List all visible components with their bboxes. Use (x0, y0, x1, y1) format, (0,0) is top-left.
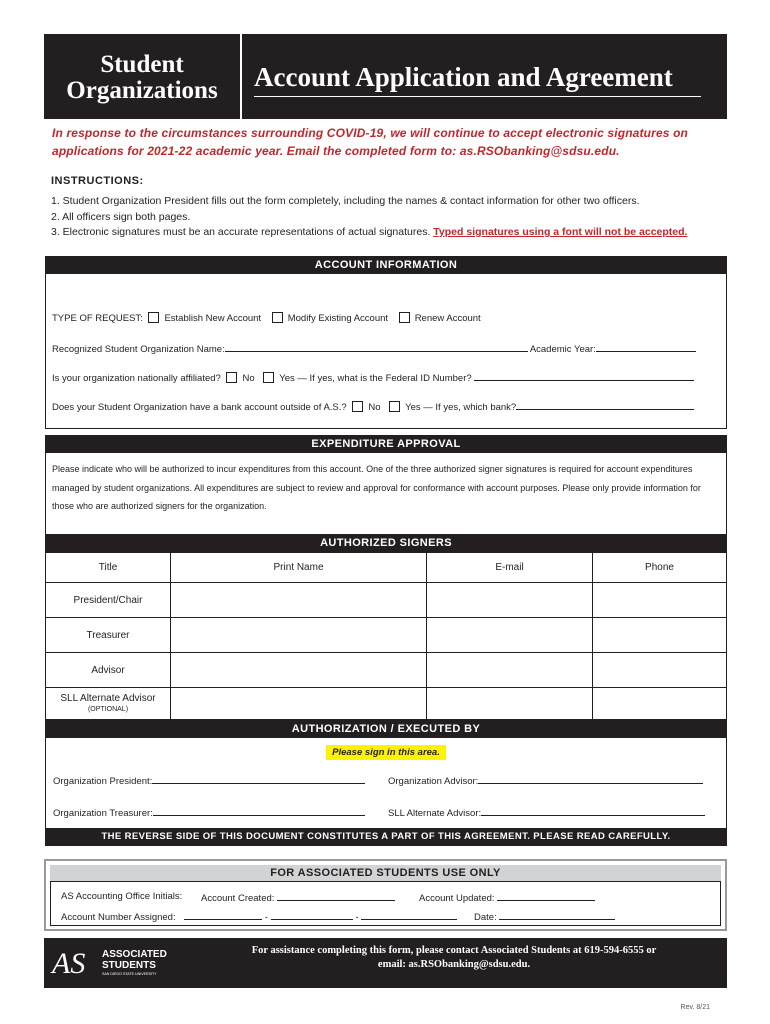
table-row (46, 653, 727, 688)
as-date-field[interactable] (499, 910, 615, 920)
as-date-row (474, 910, 615, 923)
federal-id-field[interactable] (474, 371, 694, 381)
affiliated-yes-label: Yes — If yes, what is the Federal ID Number? (279, 373, 472, 384)
as-use-heading: FOR ASSOCIATED STUDENTS USE ONLY (50, 865, 721, 882)
advisor-email-cell[interactable] (427, 653, 593, 688)
request-type-row (52, 312, 481, 324)
signers-table (45, 552, 727, 720)
instructions-list (51, 194, 731, 241)
org-line-2: Organizations (66, 77, 218, 104)
authorization-heading: AUTHORIZATION / EXECUTED BY (45, 720, 727, 738)
table-row (46, 618, 727, 653)
col-print-name: Print Name (171, 553, 427, 583)
footer-line-1: For assistance completing this form, please contact Associated Students at 619-594-6555 or (251, 945, 657, 956)
expenditure-text: Please indicate who will be authorized to incur expenditures from this account. One of the three authorized signer signatures is required for account expenditures managed by student organizations. All expenditures are subject to review and approval for conformance with account purposes. Please only provide information for those who are authorized signers for the organization. (52, 464, 701, 511)
modify-account-label: Modify Existing Account (287, 313, 389, 324)
logo-line-2: STUDENTS (102, 960, 156, 971)
signers-heading: AUTHORIZED SIGNERS (45, 534, 727, 552)
affiliated-yes-checkbox[interactable] (263, 372, 274, 383)
as-date-label: Date: (474, 912, 497, 923)
account-number-part-3[interactable] (361, 910, 457, 920)
account-created-field[interactable] (277, 891, 395, 901)
footer-line-2: email: as.RSObanking@sdsu.edu. (377, 959, 531, 970)
title-block (242, 34, 727, 119)
account-number-part-1[interactable] (184, 910, 262, 920)
affiliated-no-checkbox[interactable] (226, 372, 237, 383)
sign-here-row (45, 742, 727, 760)
instruction-3 (51, 225, 731, 241)
bank-row (52, 400, 694, 413)
alt-advisor-signature-label: SLL Alternate Advisor: (388, 808, 482, 819)
modify-account-checkbox[interactable] (272, 312, 283, 323)
org-block (44, 34, 240, 119)
optional-note: (OPTIONAL) (87, 705, 129, 713)
as-logo-letters: AS (52, 947, 86, 980)
academic-year-label: Academic Year: (529, 344, 596, 355)
account-number-part-2[interactable] (271, 910, 353, 920)
alt-advisor-name-cell[interactable] (171, 688, 427, 720)
account-created-row (201, 891, 395, 904)
expenditure-heading: EXPENDITURE APPROVAL (45, 435, 727, 453)
bank-yes-checkbox[interactable] (389, 401, 400, 412)
row-title-president: President/Chair (46, 583, 171, 618)
account-info-heading: ACCOUNT INFORMATION (45, 256, 727, 274)
instruction-3-text: 3. Electronic signatures must be an accurate representations of actual signatures. (51, 226, 434, 238)
org-name-row (52, 342, 696, 355)
treasurer-email-cell[interactable] (427, 618, 593, 653)
alt-advisor-signature-field[interactable] (481, 806, 705, 816)
account-number-row: Account Number Assigned: - - (61, 910, 457, 923)
account-updated-label: Account Updated: (419, 893, 495, 904)
bank-no-checkbox[interactable] (352, 401, 363, 412)
account-number-label: Account Number Assigned: (61, 912, 176, 923)
advisor-signature-label: Organization Advisor: (388, 776, 479, 787)
treasurer-signature-field[interactable] (153, 806, 365, 816)
treasurer-signature-row (53, 806, 365, 819)
form-title: Account Application and Agreement (254, 62, 673, 92)
signers-header-row (46, 553, 727, 583)
academic-year-field[interactable] (596, 342, 696, 352)
alt-advisor-email-cell[interactable] (427, 688, 593, 720)
col-title: Title (46, 553, 171, 583)
instruction-1: 1. Student Organization President fills out the form completely, including the names & contact information for other two officers. (51, 195, 640, 207)
renew-account-label: Renew Account (414, 313, 481, 324)
covid-notice: In response to the circumstances surrounding COVID-19, we will continue to accept electronic signatures on applications for 2021-22 academic year. Email the completed form to: as.RSObanking@sdsu.edu. (52, 126, 689, 158)
bank-name-field[interactable] (516, 400, 694, 410)
request-type-label: TYPE OF REQUEST: (52, 313, 143, 324)
row-title-advisor: Advisor (46, 653, 171, 688)
renew-account-checkbox[interactable] (399, 312, 410, 323)
footer-contact (194, 944, 714, 972)
logo-line-3: SAN DIEGO STATE UNIVERSITY (102, 972, 157, 976)
revision-label: Rev. 8/21 (680, 1004, 710, 1011)
advisor-signature-row (388, 774, 703, 787)
alt-advisor-signature-row (388, 806, 705, 819)
treasurer-name-cell[interactable] (171, 618, 427, 653)
org-line-1: Student (100, 51, 184, 78)
alt-advisor-phone-cell[interactable] (593, 688, 727, 720)
org-name-label: Recognized Student Organization Name: (52, 344, 225, 355)
instruction-2: 2. All officers sign both pages. (51, 210, 191, 223)
table-row (46, 583, 727, 618)
account-updated-field[interactable] (497, 891, 595, 901)
as-initials-row (61, 891, 182, 902)
instructions-heading: INSTRUCTIONS: (51, 175, 144, 187)
treasurer-signature-label: Organization Treasurer: (53, 808, 153, 819)
affiliated-no-label: No (242, 373, 255, 384)
row-title-treasurer: Treasurer (46, 618, 171, 653)
advisor-name-cell[interactable] (171, 653, 427, 688)
footer-bar (44, 938, 727, 988)
alt-advisor-label: SLL Alternate Advisor (60, 692, 156, 704)
president-signature-field[interactable] (152, 774, 365, 784)
org-name-field[interactable] (225, 342, 528, 352)
account-updated-row (419, 891, 595, 904)
instruction-3-warning: Typed signatures using a font will not be accepted. (433, 226, 688, 238)
advisor-phone-cell[interactable] (593, 653, 727, 688)
as-initials-label: AS Accounting Office Initials: (61, 891, 183, 902)
president-signature-label: Organization President: (53, 776, 153, 787)
as-logo-mark (50, 944, 180, 982)
affiliation-question: Is your organization nationally affiliated? (52, 373, 221, 384)
logo-line-1: ASSOCIATED (102, 949, 167, 960)
new-account-checkbox[interactable] (148, 312, 159, 323)
col-email: E-mail (427, 553, 593, 583)
sign-here-highlight: Please sign in this area. (326, 745, 446, 760)
row-title-alt-advisor (46, 688, 171, 720)
new-account-label: Establish New Account (164, 313, 262, 324)
president-name-cell[interactable] (171, 583, 427, 618)
president-email-cell[interactable] (427, 583, 593, 618)
title-underline (254, 96, 701, 97)
table-row (46, 688, 727, 720)
president-signature-row (53, 774, 365, 787)
bank-question: Does your Student Organization have a bank account outside of A.S.? (52, 402, 347, 413)
col-phone: Phone (593, 553, 727, 583)
account-created-label: Account Created: (201, 893, 275, 904)
bank-no-label: No (368, 402, 381, 413)
form-header (44, 34, 727, 119)
bank-yes-label: Yes — If yes, which bank? (405, 402, 517, 413)
advisor-signature-field[interactable] (478, 774, 703, 784)
associated-students-logo (50, 944, 180, 982)
treasurer-phone-cell[interactable] (593, 618, 727, 653)
reverse-side-notice: THE REVERSE SIDE OF THIS DOCUMENT CONSTITUTES A PART OF THIS AGREEMENT. PLEASE READ CAREFULLY. (45, 828, 727, 846)
president-phone-cell[interactable] (593, 583, 727, 618)
affiliation-row (52, 371, 694, 384)
